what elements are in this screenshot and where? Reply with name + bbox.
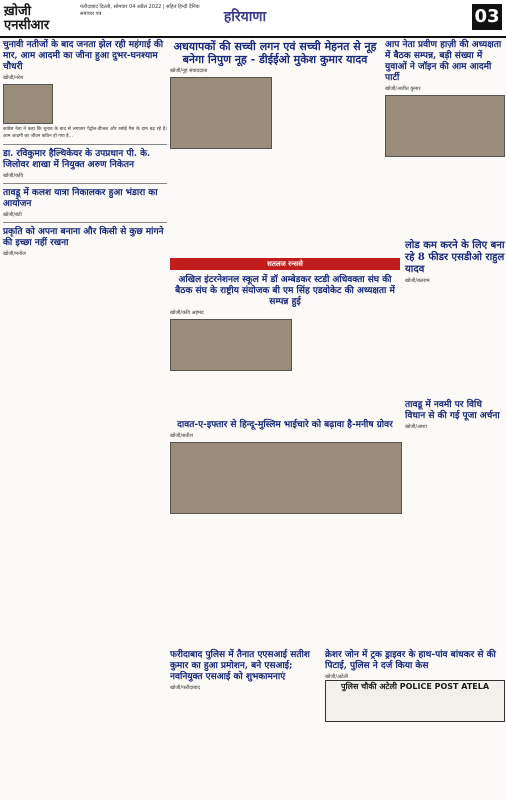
- byline-dawat: खोजी/सतीश: [170, 433, 194, 439]
- masthead-logo: [4, 4, 74, 33]
- byline-river: खोजी/आशा: [405, 424, 427, 430]
- police-station-board: पुलिस चौकी अटेली POLICE POST ATELA: [325, 680, 505, 722]
- story-top-center: [170, 40, 380, 152]
- divider: [3, 222, 167, 223]
- story-mid-center: [170, 275, 400, 374]
- headline-top-right: आप नेता प्रवीण हाज़ी की अध्यक्षता में बैठक सम्पन्न, बड़ी संख्या में युवाओं ने जॉइन की आम आदमी पार्टी: [385, 40, 502, 83]
- story-feeder: [405, 240, 505, 284]
- page-number: 03: [472, 4, 502, 30]
- byline-left-mid: खोजी/कवि: [3, 173, 23, 179]
- byline-left-three: खोजी/बंटी: [3, 212, 22, 218]
- byline-top-right: खोजी/अजीत कुमार: [385, 86, 421, 92]
- headline-left-four: प्रकृति को अपना बनाना और किसी से कुछ मांगने की इच्छा नहीं रखना: [3, 227, 164, 248]
- story-dawat: [170, 420, 400, 517]
- headline-river: तावडू में नवमी पर विधि विधान से की गई पूजा अर्चना: [405, 400, 500, 421]
- byline-mid-center: खोजी/कवि अहमद: [170, 310, 204, 316]
- headline-top-center: अधयापकों की सच्ची लगन एवं सच्ची मेहनत से नूह बनेगा निपुण नूह - डीईईओ मुकेश कुमार यादव: [173, 40, 377, 66]
- headline-dawat: दावत-ए-इफ्तार से हिन्दू-मुस्लिम भाईचारे को बढ़ावा है-मनीष ग्रोवर: [177, 420, 393, 430]
- headline-faridabad: फरीदाबाद पुलिस में तैनात एएसआई सतीश कुमार का हुआ प्रमोशन, बने एसआई; नवनियुक्त एसआई को शुभकामनाएं: [170, 650, 310, 682]
- headline-left-mid: डा. रविकुमार हैल्थिकेयर के उपप्रधान पी. के. जिलोवर शाखा में नियुक्त अरुण निकेतन: [3, 149, 151, 170]
- photo-mid-center: [170, 319, 292, 371]
- photo-top-center: [170, 77, 272, 149]
- masthead-meta: फरीदाबाद दिल्ली, सोमवार 04 अप्रैल 2022 | सहित हिन्दी दैनिक समाचार पत्र: [80, 4, 200, 17]
- byline-left-four: खोजी/मनोज: [3, 251, 26, 257]
- story-river: [405, 400, 505, 430]
- photo-top-right: [385, 95, 505, 157]
- story-faridabad: [170, 650, 320, 691]
- headline-left-three: तावडू में कलश यात्रा निकालकर हुआ भंडारा का आयोजन: [3, 188, 158, 209]
- masthead: [0, 0, 506, 38]
- photo-left-top: [3, 84, 53, 124]
- headline-feeder: लोड कम करने के लिए बना रहे 8 फीडर एसडीओ राहुल यादव: [405, 240, 505, 275]
- body-left-top: कांग्रेस नेता ने कहा कि चुनाव के बाद से लगातार पेट्रोल-डीजल और रसोई गैस के दाम बढ़ रहे हैं। आम आदमी का जीवन कठिन हो गया है...: [3, 127, 167, 139]
- headline-mid-center: अखिल इंटरनेशनल स्कूल में डॉ अम्बेडकर स्टडी अधिवक्ता संघ की बैठक संघ के राष्ट्रीय संयोजक बी एम सिंह एडवोकेट की अध्यक्षता में सम्पन्न हुई: [175, 275, 395, 307]
- banner-strip: सतलज रन्ससे: [170, 258, 400, 270]
- story-crane: [325, 650, 503, 722]
- photo-dawat: [170, 442, 402, 514]
- byline-top-center: खोजी/नूह संवाददाता: [170, 68, 208, 74]
- headline-left-top: चुनावी नतीजों के बाद जनता झेल रही महंगाई की मार, आम आदमी का जीना हुआ दुभर-घनश्याम चौधरी: [3, 40, 164, 72]
- story-left-top: [3, 40, 167, 257]
- byline-faridabad: खोजी/फरीदाबाद: [170, 685, 201, 691]
- byline-crane: खोजी/अटेली: [325, 674, 349, 680]
- divider: [3, 183, 167, 184]
- byline-left-top: खोजी/नरेश: [3, 75, 24, 81]
- byline-feeder: खोजी/बलराम: [405, 278, 430, 284]
- headline-crane: क्रेशर जोन में ट्रक ड्राइवर के हाथ-पांव बांधकर से की पिटाई, पुलिस ने दर्ज किया केस: [325, 650, 496, 671]
- newspaper-name: ख़ोजी एनसीआर: [4, 4, 50, 33]
- divider: [3, 144, 167, 145]
- section-title: हरियाणा: [223, 9, 267, 25]
- story-top-right: [385, 40, 503, 160]
